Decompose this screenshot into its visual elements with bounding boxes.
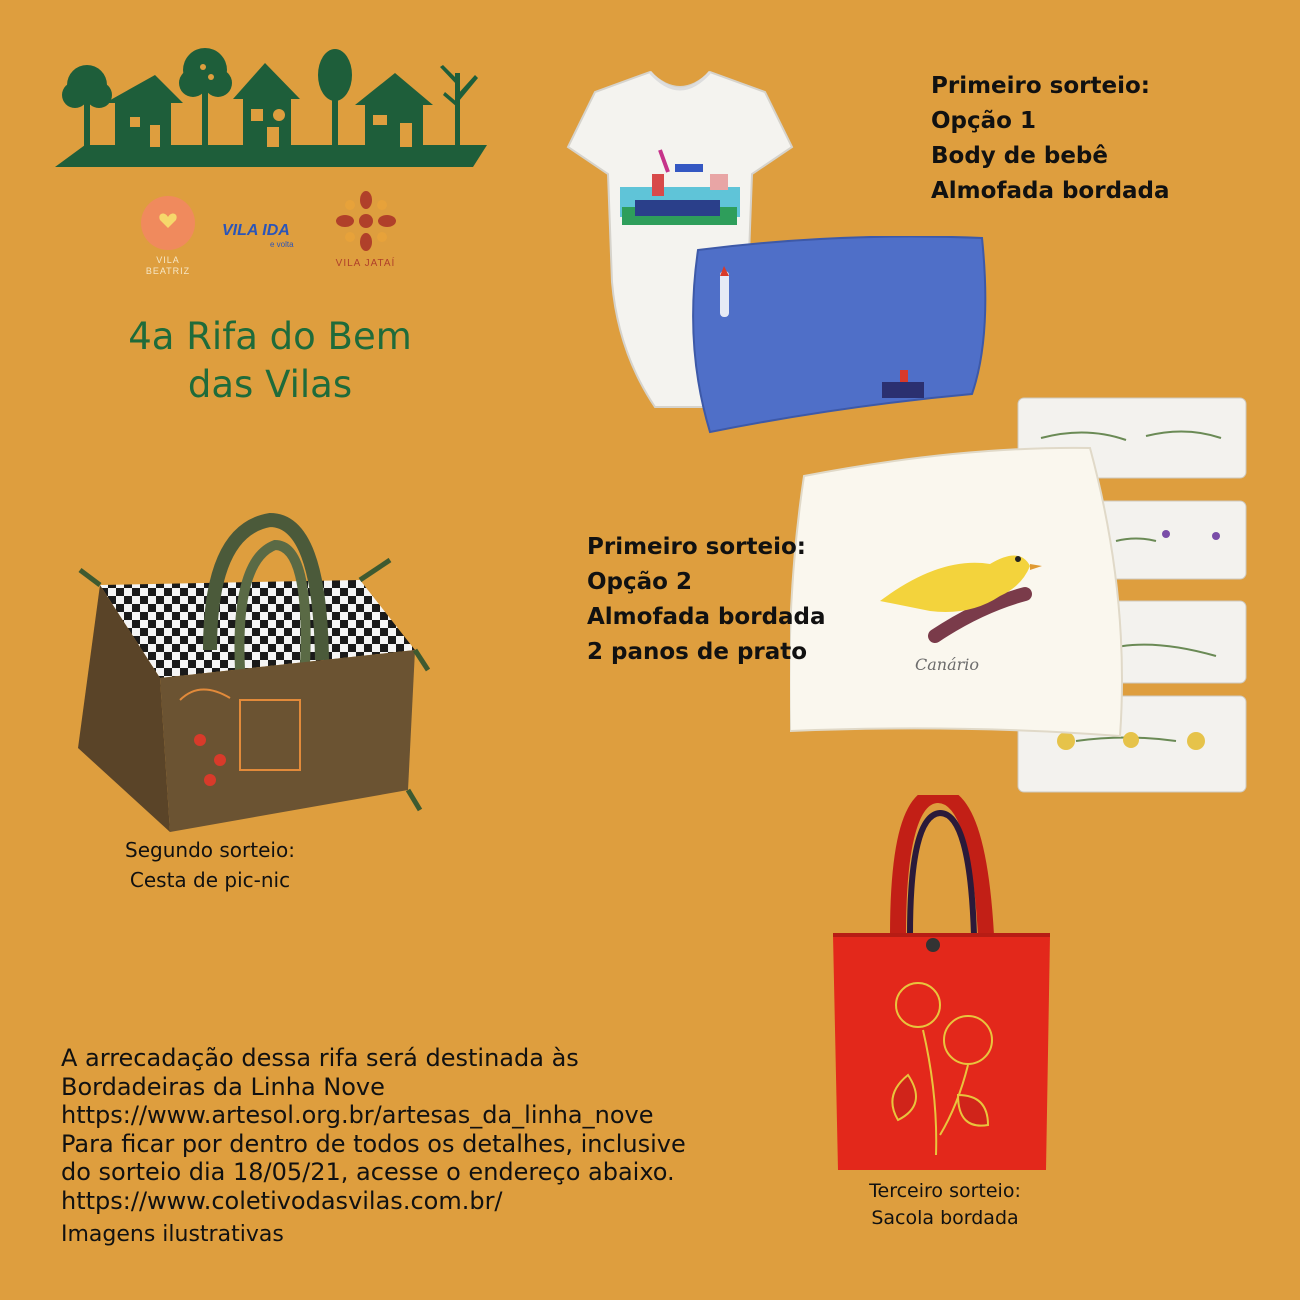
info-line: A arrecadação dessa rifa será destinada às bbox=[61, 1044, 579, 1072]
prize-second-line: Cesta de pic-nic bbox=[129, 868, 291, 892]
prize-second bbox=[90, 835, 330, 895]
prize-option-2-line: Almofada bordada bbox=[587, 604, 826, 630]
info-block bbox=[61, 1044, 821, 1250]
village-illustration bbox=[55, 45, 487, 170]
vila-ida-sub-label: e volta bbox=[270, 240, 294, 249]
prize-option-1 bbox=[931, 69, 1170, 209]
page-title bbox=[60, 313, 480, 409]
vila-jatai-logo bbox=[328, 190, 403, 288]
picnic-basket-image bbox=[60, 500, 430, 840]
info-line: Para ficar por dentro de todos os detalhes, inclusive bbox=[61, 1129, 686, 1158]
prize-second-line: Segundo sorteio: bbox=[125, 838, 295, 862]
prize-option-1-line: Primeiro sorteio: bbox=[931, 73, 1150, 99]
prize-third-line: Terceiro sorteio: bbox=[869, 1180, 1021, 1202]
disclaimer: Imagens ilustrativas bbox=[61, 1222, 284, 1247]
prize-option-2-line: Opção 2 bbox=[587, 569, 692, 595]
red-bag-image bbox=[828, 795, 1056, 1175]
prize-third bbox=[830, 1178, 1060, 1232]
vila-ida-label: VILA IDA bbox=[222, 222, 290, 239]
vila-beatriz-logo bbox=[132, 195, 204, 287]
artesol-link[interactable]: https://www.artesol.org.br/artesas_da_linha_nove bbox=[61, 1101, 654, 1129]
coletivo-link[interactable]: https://www.coletivodasvilas.com.br/ bbox=[61, 1186, 503, 1215]
prize-option-2-line: Primeiro sorteio: bbox=[587, 534, 806, 560]
info-line: do sorteio dia 18/05/21, acesse o endereço abaixo. bbox=[61, 1158, 675, 1186]
vila-jatai-label: VILA JATAÍ bbox=[335, 258, 396, 269]
heart-icon bbox=[140, 195, 196, 251]
vila-ida-logo bbox=[222, 222, 317, 252]
vila-beatriz-label: VILA BEATRIZ bbox=[145, 255, 191, 276]
flower-ornament-icon bbox=[335, 190, 397, 252]
title-line-1: 4a Rifa do Bem bbox=[128, 315, 412, 358]
info-line: Bordadeiras da Linha Nove bbox=[61, 1072, 385, 1101]
title-line-2: das Vilas bbox=[187, 363, 353, 406]
prize-option-2 bbox=[587, 530, 826, 670]
prize-option-1-line: Opção 1 bbox=[931, 108, 1036, 134]
canary-label: Canário bbox=[915, 655, 980, 674]
blue-pillow-image bbox=[690, 236, 990, 436]
prize-third-line: Sacola bordada bbox=[871, 1207, 1019, 1229]
prize-option-2-line: 2 panos de prato bbox=[587, 639, 808, 665]
prize-option-1-line: Almofada bordada bbox=[931, 178, 1170, 204]
prize-option-1-line: Body de bebê bbox=[931, 143, 1108, 169]
canary-pillow-image bbox=[790, 446, 1130, 746]
